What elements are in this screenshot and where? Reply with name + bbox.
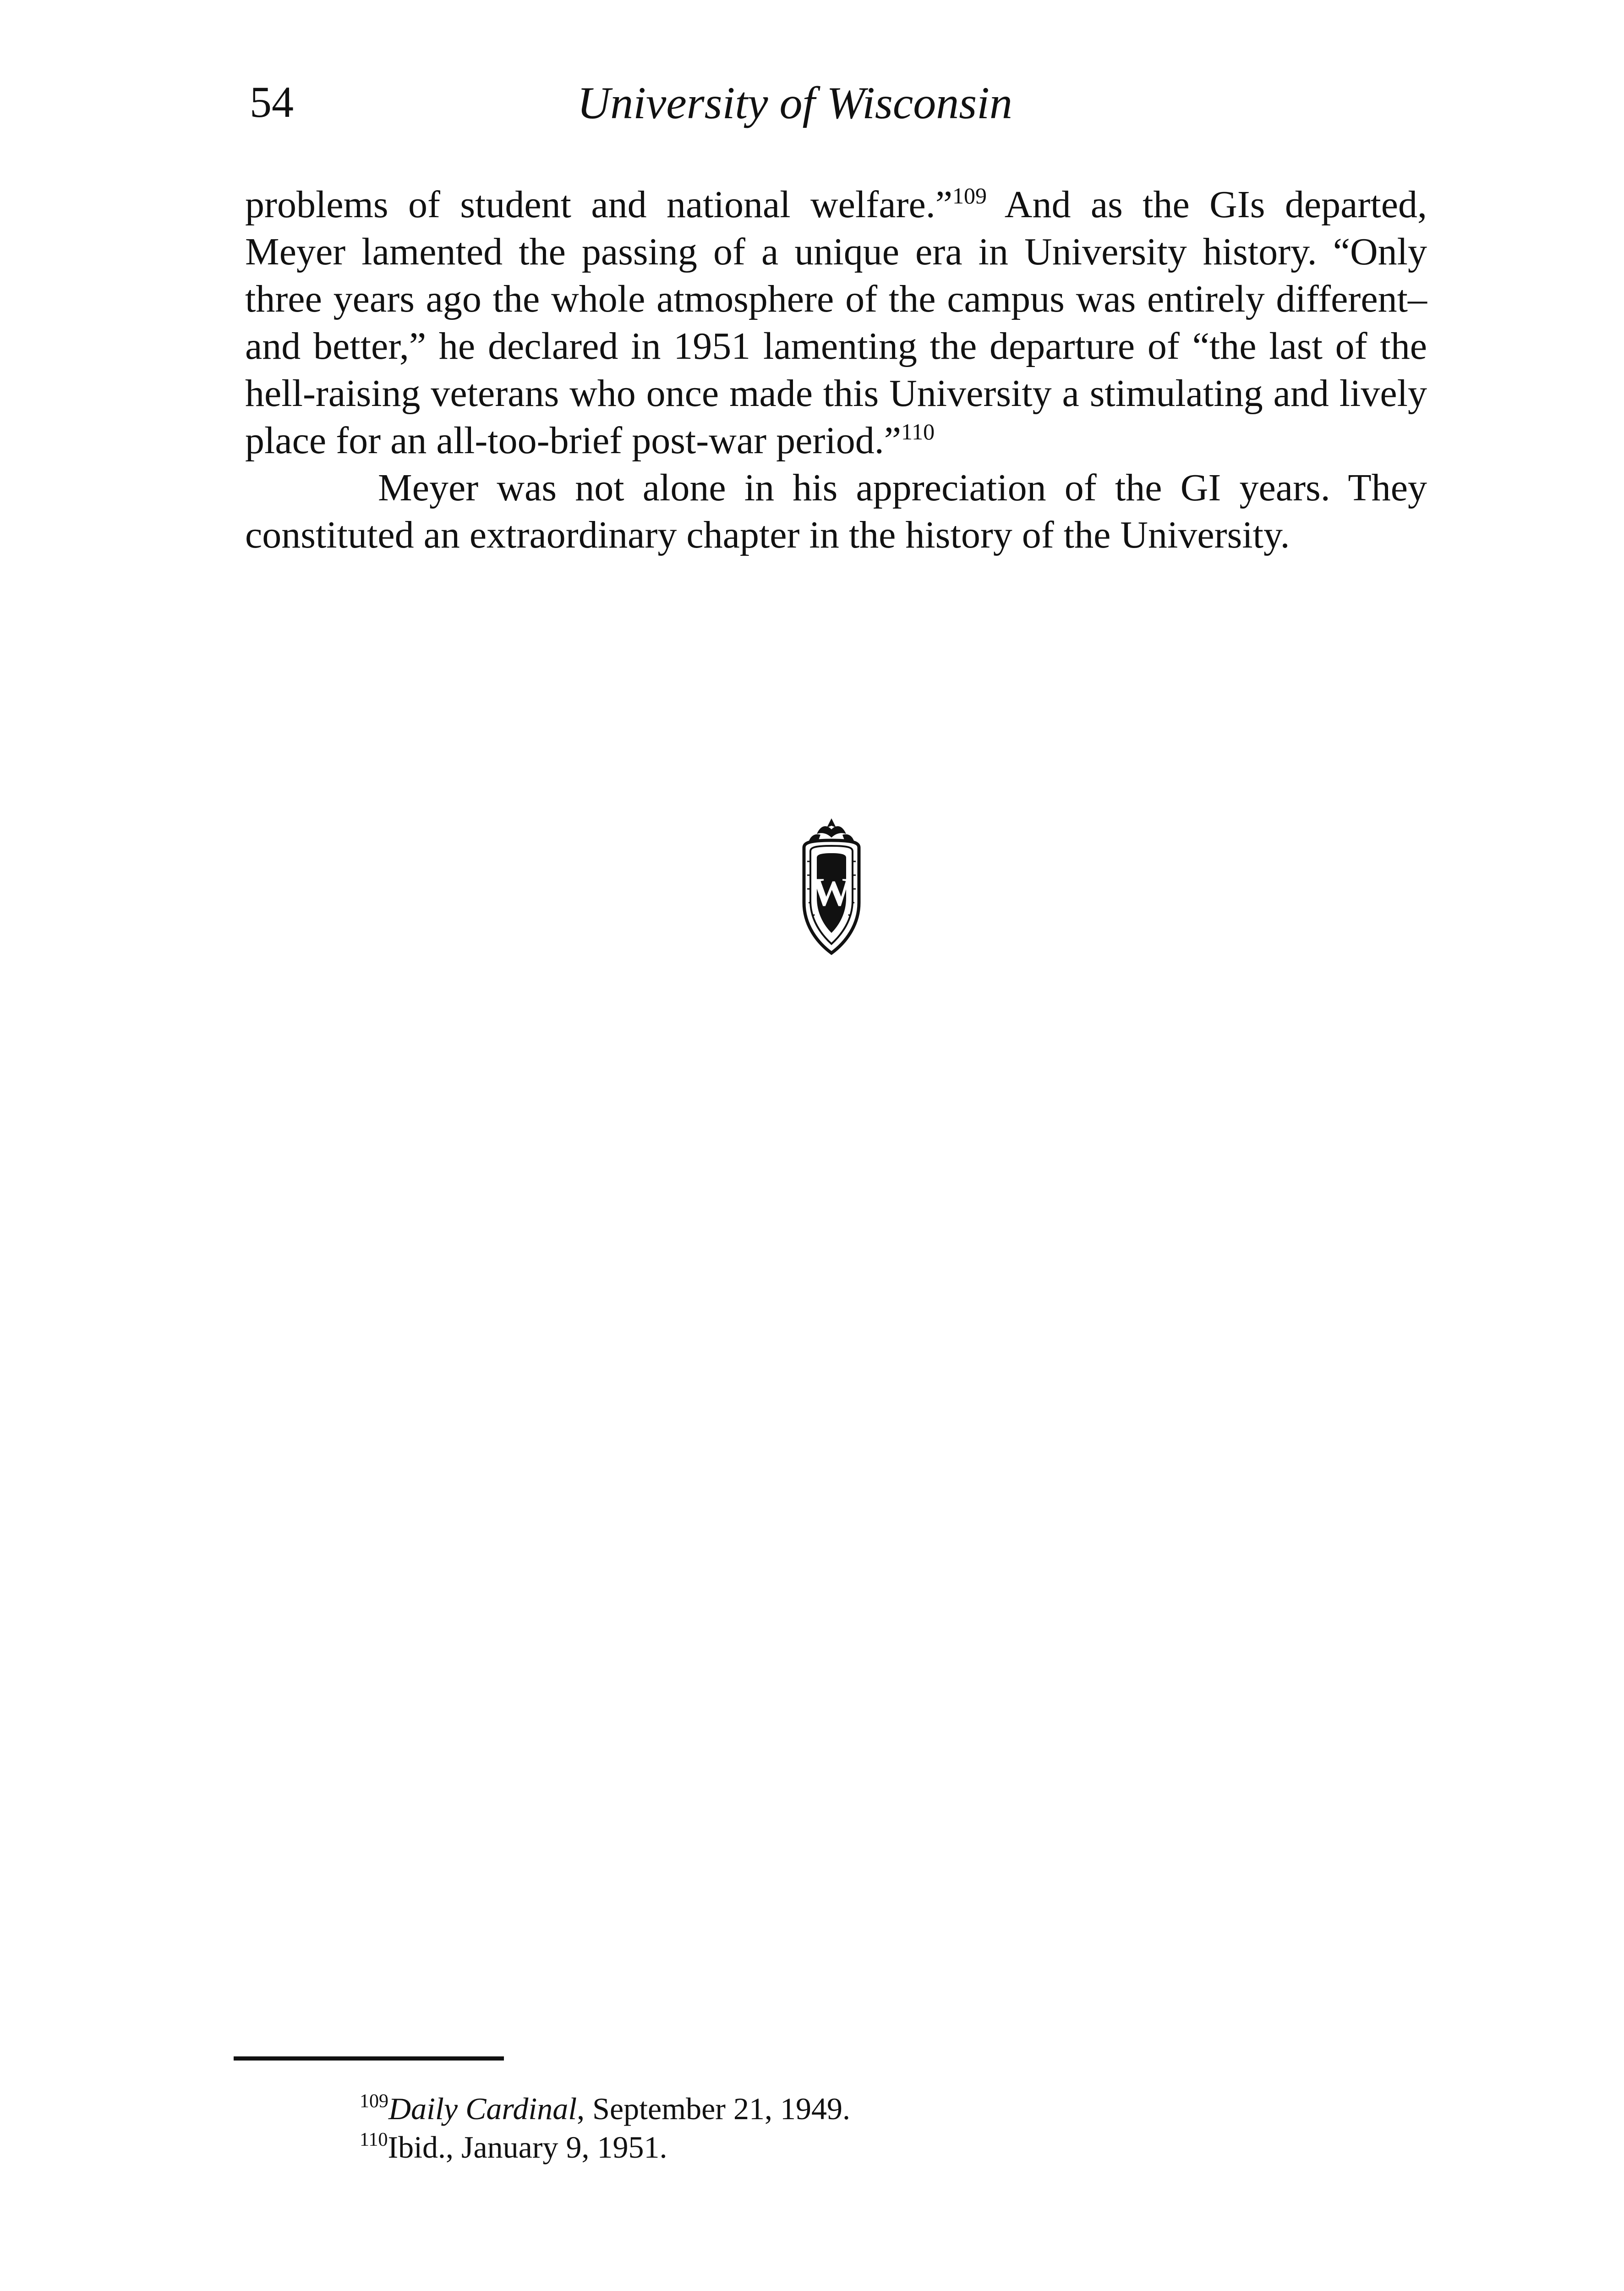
footnote-divider: [234, 2056, 504, 2061]
footnote-marker: 110: [360, 2129, 388, 2150]
paragraph-1-text-b: And as the GIs departed, Meyer lamented the passing of a unique era in University history. “Only three years ago the whole atmosphere of the campus was entirely different–and better,” he declared in 1951 lamenting the departure of “the last of the hell-raising veterans who once made this University a stimulating and lively place for an all-too-brief post-war period.”: [245, 183, 1427, 462]
running-title: University of Wisconsin: [577, 77, 1012, 128]
footnote-text: Ibid., January 9, 1951.: [388, 2130, 667, 2165]
crest-letter: W: [811, 870, 852, 915]
body-text: [245, 181, 1427, 559]
footnote-110: [360, 2128, 850, 2166]
paragraph-2: Meyer was not alone in his appreciation of the GI years. They constituted an extraordinary chapter in the history of the University.: [245, 466, 1427, 556]
paragraph-1: [245, 181, 1427, 464]
footnote-text: , September 21, 1949.: [577, 2091, 850, 2126]
footnotes: [360, 2089, 850, 2166]
university-crest-icon: [790, 816, 873, 958]
page-number: 54: [250, 77, 294, 126]
paragraph-1-text-a: problems of student and national welfare.”: [245, 183, 953, 226]
footnote-ref-110: 110: [901, 419, 935, 444]
footnote-source: Daily Cardinal: [388, 2091, 577, 2126]
footnote-marker: 109: [360, 2091, 388, 2112]
footnote-109: [360, 2089, 850, 2128]
footnote-ref-109: 109: [952, 183, 987, 208]
